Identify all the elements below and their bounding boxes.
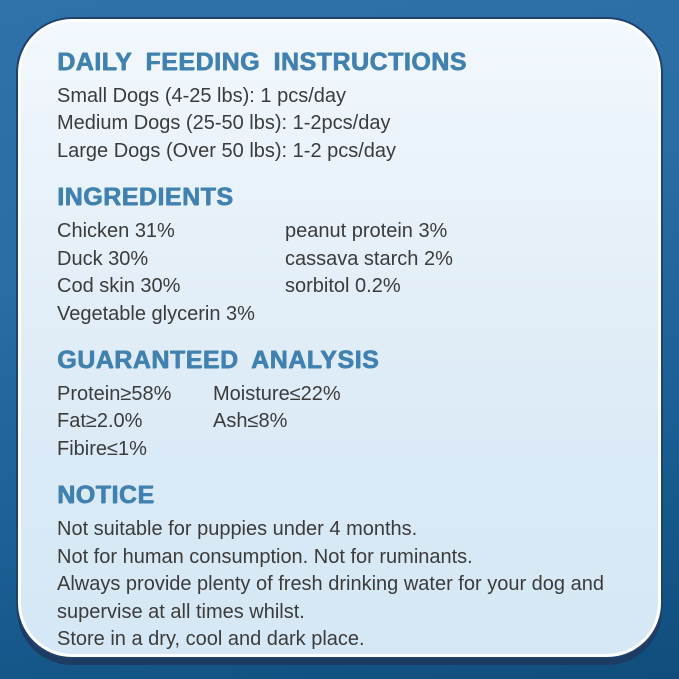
analysis-right-column bbox=[213, 381, 632, 464]
guaranteed-analysis-title: GUARANTEED ANALYSIS bbox=[57, 346, 380, 374]
ingredient-item: sorbitol 0.2% bbox=[285, 275, 401, 297]
info-card bbox=[18, 19, 661, 657]
ingredient-item: cassava starch 2% bbox=[285, 247, 453, 270]
ingredient-item: Chicken 31% bbox=[57, 220, 175, 242]
notice-title: NOTICE bbox=[57, 481, 155, 510]
section-notice bbox=[57, 481, 632, 653]
ingredient-item: Duck 30% bbox=[57, 247, 149, 270]
ingredients-left-column bbox=[57, 218, 285, 328]
ingredient-item: Cod skin 30% bbox=[57, 275, 181, 297]
analysis-item: Protein≥58% bbox=[57, 382, 172, 405]
daily-feeding-title: DAILY FEEDING INSTRUCTIONS bbox=[57, 48, 467, 76]
notice-line: Store in a dry, cool and dark place. bbox=[57, 628, 365, 650]
analysis-item: Fat≥2.0% bbox=[57, 410, 143, 433]
notice-line: Not suitable for puppies under 4 months. bbox=[57, 518, 418, 540]
notice-line: Not for human consumption. Not for ruminants. bbox=[57, 545, 473, 568]
ingredients-columns bbox=[57, 218, 632, 328]
feeding-line-medium-dogs: Medium Dogs (25-50 lbs): 1-2pcs/day bbox=[57, 112, 391, 135]
section-daily-feeding bbox=[57, 48, 632, 165]
analysis-columns bbox=[57, 381, 632, 464]
ingredients-right-column bbox=[285, 218, 632, 328]
notice-line: supervise at all times whilst. bbox=[57, 600, 305, 623]
analysis-left-column bbox=[57, 381, 213, 464]
feeding-line-small-dogs: Small Dogs (4-25 lbs): 1 pcs/day bbox=[57, 84, 347, 107]
ingredient-item: peanut protein 3% bbox=[285, 220, 448, 242]
section-guaranteed-analysis bbox=[57, 346, 632, 463]
ingredients-title: INGREDIENTS bbox=[57, 183, 234, 212]
analysis-item: Fibire≤1% bbox=[57, 437, 147, 460]
analysis-item: Moisture≤22% bbox=[213, 382, 341, 405]
ingredient-item: Vegetable glycerin 3% bbox=[57, 302, 255, 325]
analysis-item: Ash≤8% bbox=[213, 410, 288, 433]
feeding-line-large-dogs: Large Dogs (Over 50 lbs): 1-2 pcs/day bbox=[57, 139, 397, 162]
notice-line: Always provide plenty of fresh drinking water for your dog and bbox=[57, 573, 604, 595]
section-ingredients bbox=[57, 183, 632, 328]
